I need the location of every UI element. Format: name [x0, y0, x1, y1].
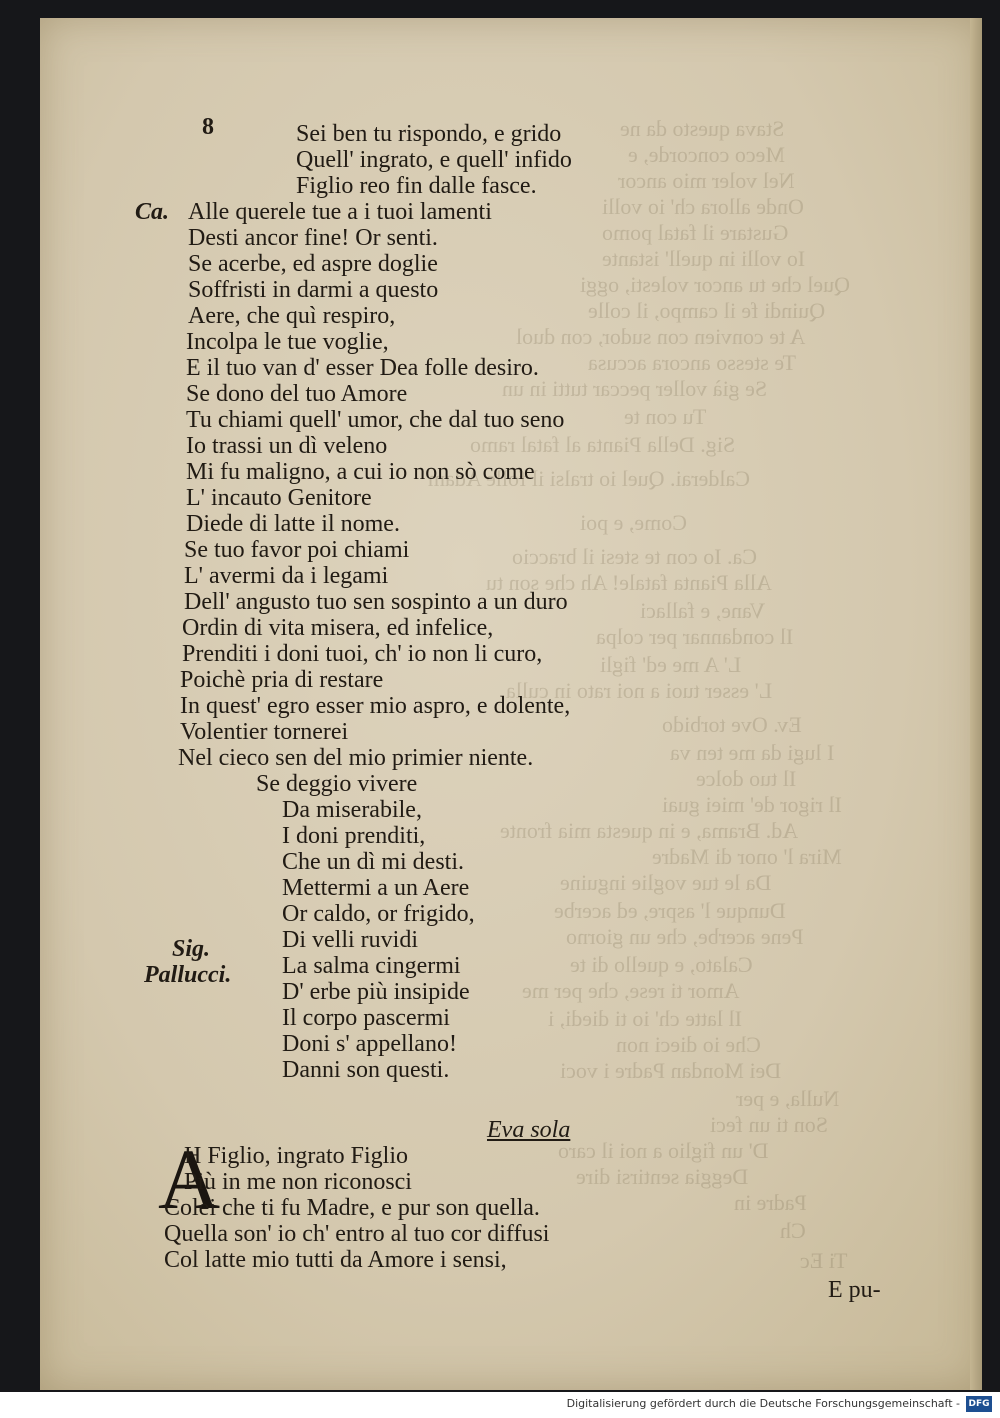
verse-line: Se acerbe, ed aspre doglie: [188, 251, 438, 277]
verse-line: Poichè pria di restare: [180, 667, 384, 693]
aria-line: Danni son questi.: [282, 1057, 450, 1083]
verse-line: Desti ancor fine! Or senti.: [188, 225, 438, 251]
bleed-through-line: Meco concorde, e: [628, 142, 785, 167]
bleed-through-line: Nel voler mio ancor: [618, 168, 795, 193]
verse-line: Nel cieco sen del mio primier niente.: [178, 745, 534, 771]
bleed-through-line: Ad. Brama, e in questa mia fronte: [500, 818, 799, 843]
verse-line: Aere, che quì respiro,: [188, 303, 396, 329]
footer-bar: [0, 1392, 1000, 1418]
aria-line: Che un dì mi desti.: [282, 849, 464, 875]
verse-line: Volentier tornerei: [180, 719, 349, 745]
bleed-through-line: Io volli in quell' istante: [602, 246, 806, 271]
bleed-through-line: I lugi da me ten va: [670, 740, 835, 765]
aria-line: Il corpo pascermi: [282, 1005, 450, 1031]
singer-name: Pallucci.: [144, 962, 232, 988]
dfg-logo: DFG: [966, 1396, 992, 1412]
bleed-through-line: Onde allora ch' io volli: [602, 194, 804, 219]
verse-line: L' incauto Genitore: [186, 485, 372, 511]
bleed-through-line: Nulla, e per: [736, 1086, 840, 1111]
bleed-through-line: Alla Pianta fatale! Ah che son tu: [486, 570, 772, 595]
verse-line: Soffristi in darmi a questo: [188, 277, 439, 303]
verse-line: Più in me non riconosci: [184, 1169, 412, 1195]
aria-line: D' erbe più insipide: [282, 979, 470, 1005]
bleed-through-line: D' un figlio a noi il caro: [558, 1138, 769, 1163]
aria-line: Da miserabile,: [282, 797, 422, 823]
scene-heading: Eva sola: [487, 1117, 571, 1143]
verse-line: Figlio reo fin dalle fasce.: [296, 173, 537, 199]
verse-line: Quell' ingrato, e quell' infido: [296, 147, 572, 173]
verse-line: H Figlio, ingrato Figlio: [184, 1143, 409, 1169]
aria-line: Se deggio vivere: [256, 771, 418, 797]
singer-title: Sig.: [172, 936, 211, 962]
bleed-through-line: Padre in: [734, 1190, 807, 1215]
bleed-through-line: Gustare il fatal pomo: [602, 220, 789, 245]
bleed-through-line: L' A me ed' figli: [600, 652, 742, 677]
drop-cap: A: [158, 1131, 221, 1227]
aria-line: La salma cingermi: [282, 953, 461, 979]
verse-line: Io trassi un dì veleno: [186, 433, 388, 459]
bleed-through-line: Il rigor de' miei guai: [662, 792, 842, 817]
verse-line: L' avermi da i legami: [184, 563, 389, 589]
bleed-through-line: Come, e poi: [580, 510, 687, 535]
bleed-through-line: Vane, e fallaci: [640, 598, 766, 623]
verse-line: Prenditi i doni tuoi, ch' io non li curo,: [182, 641, 543, 667]
aria-line: Or caldo, or frigido,: [282, 901, 475, 927]
verse-line: Incolpa le tue voglie,: [186, 329, 389, 355]
bleed-through-line: Il latte ch' io ti diedi, i: [548, 1006, 742, 1031]
bleed-through-line: Ti Ec: [800, 1248, 848, 1273]
aria-line: Di velli ruvidi: [282, 927, 418, 953]
aria-line: Mettermi a un Aere: [282, 875, 470, 901]
verse-line: Sei ben tu rispondo, e grido: [296, 121, 562, 147]
bleed-through-line: Che io dieci non: [616, 1032, 761, 1057]
bleed-through-line: Ev. Ove torbido: [662, 712, 802, 737]
bleed-through-line: Quindi fe il campo, il colle: [588, 298, 826, 323]
bleed-through-line: Te stesso ancora accusa: [588, 350, 796, 375]
bleed-through-line: Calato, e quello di te: [570, 952, 753, 977]
verse-line: Se tuo favor poi chiami: [184, 537, 410, 563]
bleed-through-line: Son ti un feci: [710, 1112, 828, 1137]
verse-line: Quella son' io ch' entro al tuo cor diffusi: [164, 1221, 550, 1247]
catchword: E pu-: [828, 1277, 881, 1303]
bleed-through-line: Dei Mondan Padre i voci: [560, 1058, 782, 1083]
page-number: 8: [202, 114, 214, 140]
verse-line: Mi fu maligno, a cui io non sò come: [186, 459, 535, 485]
verse-line: Ordin di vita misera, ed infelice,: [182, 615, 494, 641]
bleed-through-line: Pene acerbe, che un giorno: [566, 924, 804, 949]
verse-line: Diede di latte il nome.: [186, 511, 400, 537]
bleed-through-line: Tu con te: [624, 404, 707, 429]
bleed-through-line: Il tuo dolce: [696, 766, 797, 791]
verse-line: Alle querele tue a i tuoi lamenti: [188, 199, 492, 225]
bleed-through-line: Mira l' onor di Madre: [652, 844, 842, 869]
verse-line: Colei che ti fu Madre, e pur son quella.: [164, 1195, 540, 1221]
page-edge: [970, 18, 982, 1390]
bleed-through-line: Il condannar per colpa: [596, 624, 794, 649]
verse-line: In quest' egro esser mio aspro, e dolente,: [180, 693, 571, 719]
bleed-through-line: Stava questo da ne: [620, 116, 785, 141]
bleed-through-line: Da le tue voglie inguine: [560, 870, 772, 895]
aria-line: I doni prenditi,: [282, 823, 426, 849]
speaker-label: Ca.: [135, 199, 170, 225]
bleed-through-line: Quel che tu ancor volesti, oggi: [580, 272, 851, 297]
bleed-through-line: Sig. Della Pianta al fatal ramo: [470, 432, 736, 457]
aria-line: Doni s' appellano!: [282, 1031, 457, 1057]
bleed-through-line: Ca. Io con te stesi il braccio: [512, 544, 757, 569]
funding-notice: Digitalisierung gefördert durch die Deutsche Forschungsgemeinschaft -: [566, 1397, 960, 1410]
verse-line: E il tuo van d' esser Dea folle desiro.: [186, 355, 539, 381]
bleed-through-line: L' esser tuoi a noi rato in culla: [506, 678, 773, 703]
bleed-through-line: Se già voller peccar tutti in un: [502, 376, 768, 401]
bleed-through-line: Calderai. Quel io tralsi il folle Adam: [428, 466, 750, 491]
bleed-through-line: Ch: [780, 1218, 806, 1243]
document-page: [40, 18, 982, 1390]
verse-line: Dell' angusto tuo sen sospinto a un duro: [184, 589, 568, 615]
bleed-through-line: Dunque l' aspre, ed acerbe: [554, 898, 786, 923]
bleed-through-line: A te convien con sudor, con duol: [516, 324, 806, 349]
verse-line: Se dono del tuo Amore: [186, 381, 408, 407]
bleed-through-line: Deggia sentirsi dire: [576, 1164, 749, 1189]
bleed-through-line: Amor ti rese, che per me: [522, 978, 740, 1003]
verse-line: Col latte mio tutti da Amore i sensi,: [164, 1247, 507, 1273]
verse-line: Tu chiami quell' umor, che dal tuo seno: [186, 407, 565, 433]
